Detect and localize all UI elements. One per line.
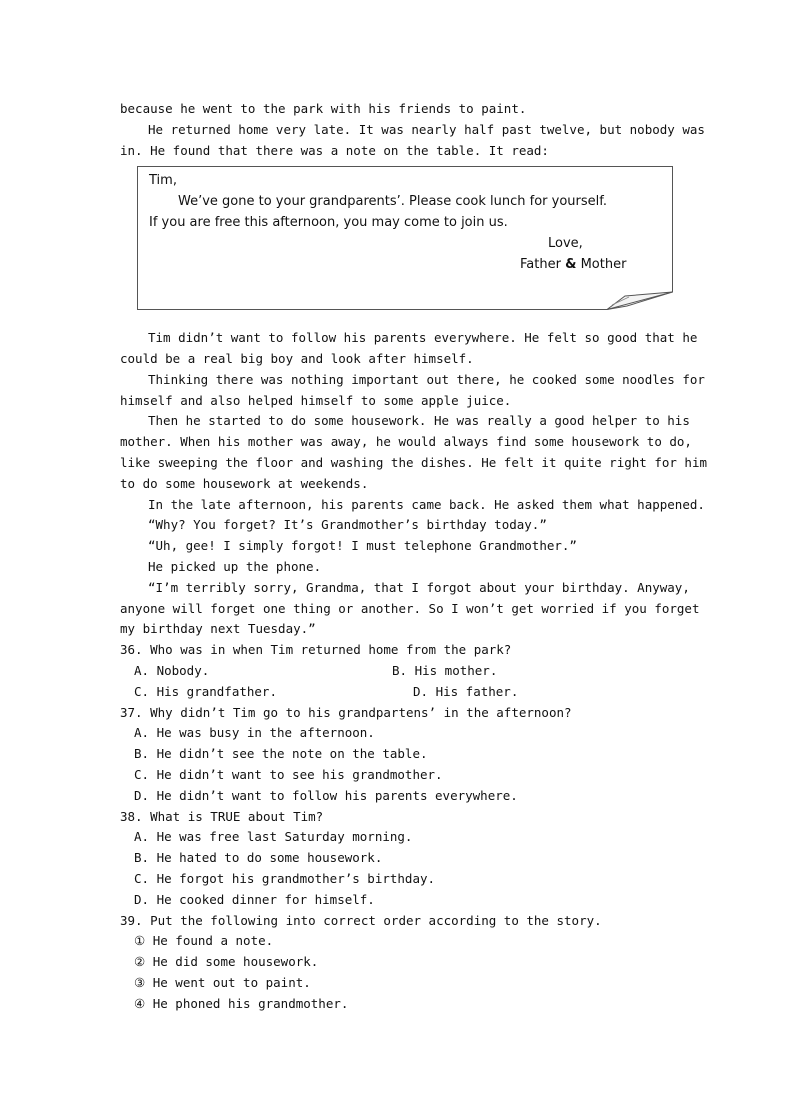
- answer-option: ① He found a note.: [134, 933, 274, 948]
- answer-option: ② He did some housework.: [134, 954, 319, 969]
- story-line: mother. When his mother was away, he would always find some housework to do,: [120, 434, 692, 449]
- note-signature: [520, 257, 626, 273]
- note-card: [137, 166, 673, 310]
- note-greeting: Tim,: [149, 173, 177, 188]
- answer-option: ③ He went out to paint.: [134, 975, 311, 990]
- answer-option: C. His grandfather.: [134, 684, 277, 699]
- note-line: If you are free this afternoon, you may come to join us.: [149, 215, 508, 230]
- story-line: He picked up the phone.: [148, 559, 322, 574]
- answer-option: D. He didn’t want to follow his parents everywhere.: [134, 788, 518, 803]
- answer-option: ④ He phoned his grandmother.: [134, 996, 349, 1011]
- story-line: “Uh, gee! I simply forgot! I must telephone Grandmother.”: [148, 538, 577, 553]
- answer-option: B. He hated to do some housework.: [134, 850, 383, 865]
- story-line: himself and also helped himself to some apple juice.: [120, 393, 512, 408]
- story-line: in. He found that there was a note on the table. It read:: [120, 143, 549, 158]
- signature-mother: Mother: [580, 257, 627, 272]
- answer-option: C. He forgot his grandmother’s birthday.: [134, 871, 436, 886]
- question-stem: 37. Why didn’t Tim go to his grandpartens’ in the afternoon?: [120, 705, 572, 720]
- story-line: like sweeping the floor and washing the dishes. He felt it quite right for him: [120, 455, 707, 470]
- story-line: Then he started to do some housework. He was really a good helper to his: [148, 413, 690, 428]
- signature-father: Father: [520, 257, 561, 272]
- note-closing: Love,: [548, 236, 583, 251]
- story-line: He returned home very late. It was nearly half past twelve, but nobody was: [148, 122, 705, 137]
- answer-option: A. He was busy in the afternoon.: [134, 725, 375, 740]
- story-line: Tim didn’t want to follow his parents everywhere. He felt so good that he: [148, 330, 698, 345]
- story-line: to do some housework at weekends.: [120, 476, 369, 491]
- answer-option: C. He didn’t want to see his grandmother.: [134, 767, 443, 782]
- story-line: my birthday next Tuesday.”: [120, 621, 316, 636]
- signature-ampersand: &: [565, 257, 577, 272]
- answer-option: B. His mother.: [392, 663, 498, 678]
- story-line: Thinking there was nothing important out there, he cooked some noodles for: [148, 372, 705, 387]
- question-stem: 39. Put the following into correct order according to the story.: [120, 913, 602, 928]
- note-paper-shape: [137, 166, 677, 314]
- note-line: We’ve gone to your grandparents’. Please cook lunch for yourself.: [178, 194, 608, 209]
- story-line: “Why? You forget? It’s Grandmother’s birthday today.”: [148, 517, 547, 532]
- story-line: In the late afternoon, his parents came back. He asked them what happened.: [148, 497, 705, 512]
- question-stem: 36. Who was in when Tim returned home from the park?: [120, 642, 512, 657]
- answer-option: A. He was free last Saturday morning.: [134, 829, 413, 844]
- answer-option: D. He cooked dinner for himself.: [134, 892, 375, 907]
- answer-option: B. He didn’t see the note on the table.: [134, 746, 428, 761]
- answer-option: A. Nobody.: [134, 663, 210, 678]
- story-line: could be a real big boy and look after himself.: [120, 351, 474, 366]
- story-line: “I’m terribly sorry, Grandma, that I forgot about your birthday. Anyway,: [148, 580, 690, 595]
- answer-option: D. His father.: [413, 684, 519, 699]
- story-line: anyone will forget one thing or another. So I won’t get worried if you forget: [120, 601, 700, 616]
- question-stem: 38. What is TRUE about Tim?: [120, 809, 324, 824]
- story-line: because he went to the park with his friends to paint.: [120, 101, 527, 116]
